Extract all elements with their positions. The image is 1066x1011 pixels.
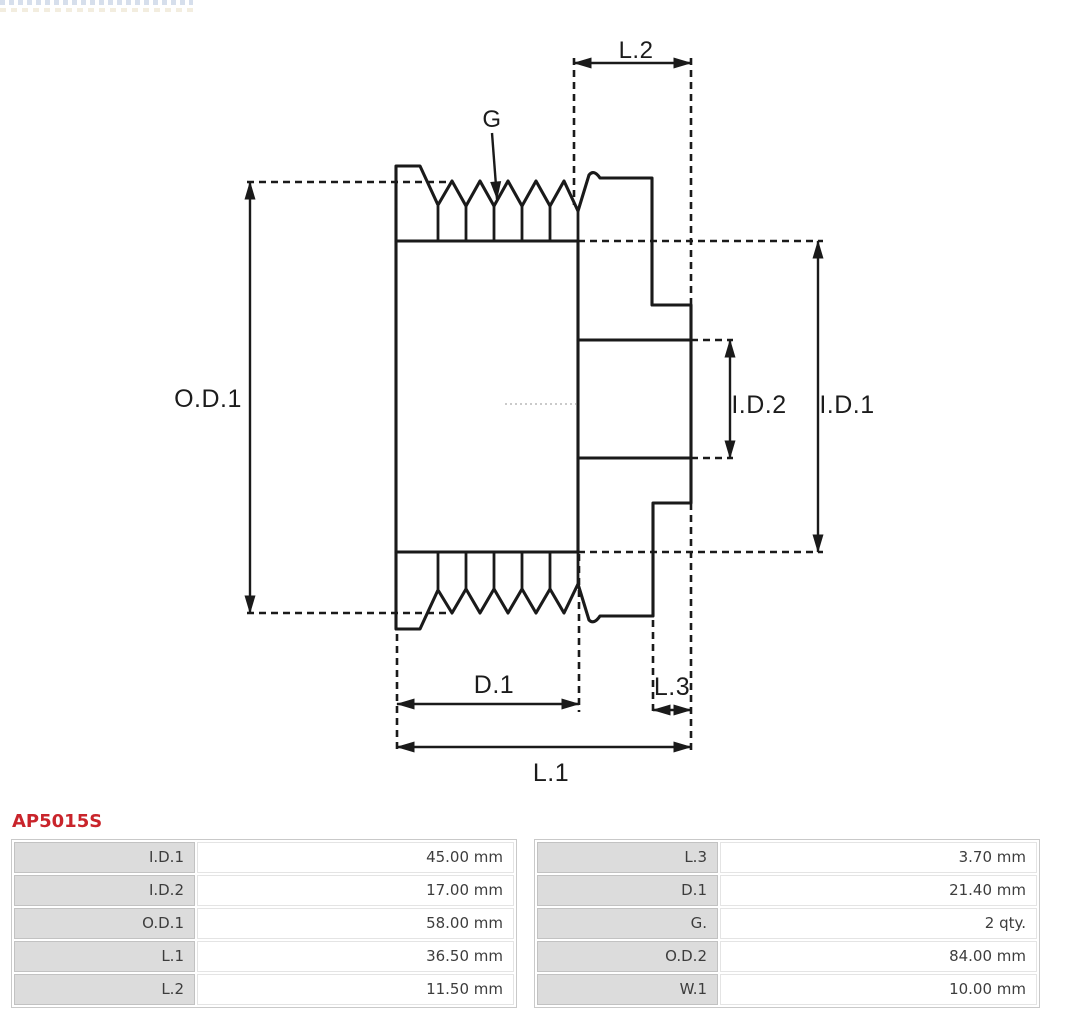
pulley-outline — [396, 166, 691, 629]
dimension-tables — [11, 839, 1040, 1008]
dimension-label-cell: L.1 — [14, 941, 195, 972]
dimension-label-cell: L.2 — [14, 974, 195, 1005]
dimension-value-cell: 10.00 mm — [720, 974, 1037, 1005]
od1-label: O.D.1 — [174, 385, 242, 413]
part-number: AP5015S — [12, 811, 103, 832]
id2-label: I.D.2 — [731, 391, 787, 419]
dimension-label-cell: L.3 — [537, 842, 718, 873]
dimension-value-cell: 2 qty. — [720, 908, 1037, 939]
l3-label: L.3 — [653, 673, 691, 701]
g-label: G — [482, 106, 502, 133]
d1-label: D.1 — [473, 671, 515, 699]
dimension-value-cell: 21.40 mm — [720, 875, 1037, 906]
dimension-label-cell: I.D.2 — [14, 875, 195, 906]
groove-slots — [438, 206, 578, 589]
dimension-value-cell: 84.00 mm — [720, 941, 1037, 972]
dimension-value-cell: 45.00 mm — [197, 842, 514, 873]
dimension-label-cell: O.D.1 — [14, 908, 195, 939]
id1-label: I.D.1 — [819, 391, 875, 419]
dimension-label-cell: D.1 — [537, 875, 718, 906]
dimension-value-cell: 17.00 mm — [197, 875, 514, 906]
l1-label: L.1 — [532, 759, 570, 787]
dimension-table-right — [534, 839, 1040, 1008]
dimension-value-cell: 3.70 mm — [720, 842, 1037, 873]
dimension-table-left — [11, 839, 517, 1008]
dimension-value-cell: 36.50 mm — [197, 941, 514, 972]
dimension-value-cell: 58.00 mm — [197, 908, 514, 939]
dimension-label-cell: G. — [537, 908, 718, 939]
dimension-value-cell: 11.50 mm — [197, 974, 514, 1005]
dimension-label-cell: O.D.2 — [537, 941, 718, 972]
dimension-label-cell: W.1 — [537, 974, 718, 1005]
l2-label: L.2 — [618, 37, 654, 64]
dimension-label-cell: I.D.1 — [14, 842, 195, 873]
